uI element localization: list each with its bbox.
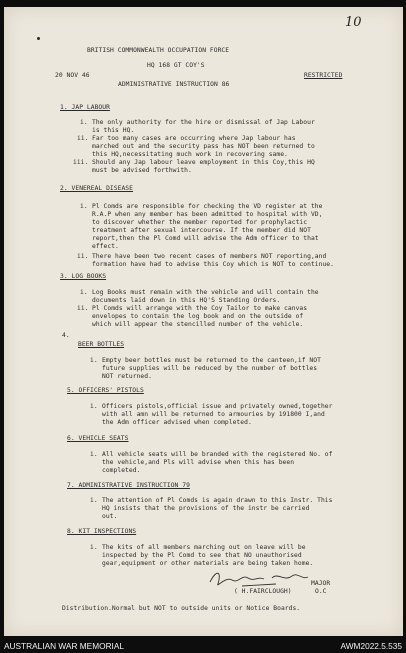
item-text: Far too many cases are occurring where Jap labour has	[92, 135, 296, 142]
item-text: HQ insists that the provisions of the instr be carried	[102, 505, 310, 512]
item-text: Should any Jap labour leave employment in this Coy,this HQ	[92, 159, 315, 166]
section-heading: 2. VENEREAL DISEASE	[60, 185, 133, 192]
section-subheading: BEER BOTTLES	[78, 341, 125, 348]
item-text: Pl Comds will arrange with the Coy Tailor to make canvas	[92, 305, 308, 312]
archive-reference: AWM2022.5.535	[340, 641, 402, 651]
item-text: to discover whether the member reported for prophylactic	[92, 219, 308, 226]
item-text: The kits of all members marching out on leave will be	[102, 544, 306, 551]
item-number: i.	[90, 544, 98, 551]
item-text: Log Books must remain with the vehicle and will contain the	[92, 289, 319, 296]
item-text: treatment after sexual intercourse. If the member did NOT	[92, 227, 311, 234]
header-formation: BRITISH COMMONWEALTH OCCUPATION FORCE	[87, 47, 230, 54]
item-text: report,then the Pl Comd will advise the Adm officer to that	[92, 235, 319, 242]
signature-rank: MAJOR	[311, 580, 331, 587]
section-heading: 8. KIT INSPECTIONS	[67, 528, 137, 535]
signature-name: ( H.FAIRCLOUGH)	[234, 588, 292, 595]
section-heading: 1. JAP LABOUR	[60, 104, 110, 111]
item-number: i.	[90, 357, 98, 364]
item-text: marched out and the security pass has NOT been returned to	[92, 143, 315, 150]
item-text: the vehicle,and Pls will advise when this has been	[102, 459, 295, 466]
document-page	[4, 7, 403, 636]
item-text: All vehicle seats will be branded with the registered No. of	[102, 451, 333, 458]
signature-role: O.C	[315, 588, 327, 595]
distribution-note: Distribution.Normal but NOT to outside units or Notice Boards.	[62, 605, 301, 612]
section-heading: 7. ADMINISTRATIVE INSTRUCTION 79	[67, 482, 190, 489]
item-number: i.	[80, 203, 88, 210]
item-number: i.	[90, 497, 98, 504]
header-hq: HQ 168 GT COY'S	[147, 62, 205, 69]
item-text: is this HQ.	[92, 127, 135, 134]
item-number: i.	[80, 289, 88, 296]
item-text: must be advised forthwith.	[92, 167, 192, 174]
header-date: 20 NOV 46	[55, 72, 90, 79]
item-text: with all amn will be returned to armouries by 191800 I,and	[102, 411, 325, 418]
item-text: The only authority for the hire or dismissal of Jap Labour	[92, 119, 315, 126]
item-text: the Adm officer advised when completed.	[102, 419, 252, 426]
item-text: envelopes to contain the log book and on the outside of	[92, 313, 304, 320]
item-number: ii.	[77, 135, 89, 142]
item-text: The attention of Pl Comds is again drawn to this Instr. This	[102, 497, 333, 504]
item-text: completed.	[102, 467, 141, 474]
item-text: R.A.P when any member has been admitted to hospital with VD,	[92, 211, 323, 218]
item-text: out.	[102, 513, 118, 520]
item-text: formation have had to advise this Coy which is NOT to continue.	[92, 261, 334, 268]
item-text: inspected by the Pl Comd to see that NO unauthorised	[102, 552, 302, 559]
item-text: documents laid down in this HQ'S Standing Orders.	[92, 297, 281, 304]
item-text: effect.	[92, 243, 119, 250]
section-heading: 3. LOG BOOKS	[60, 273, 107, 280]
item-number: i.	[90, 403, 98, 410]
item-number: ii.	[77, 305, 89, 312]
header-admin-instruction: ADMINISTRATIVE INSTRUCTION 86	[118, 81, 230, 88]
item-text: Officers pistols,official issue and privately owned,together	[102, 403, 333, 410]
item-text: which will appear the stencilled number of the vehicle.	[92, 321, 304, 328]
item-text: future supplies will be reduced by the number of bottles	[102, 365, 318, 372]
header-classification: RESTRICTED	[304, 72, 343, 79]
item-text: Empty beer bottles must be returned to the canteen,if NOT	[102, 357, 321, 364]
section-heading: 6. VEHICLE SEATS	[67, 435, 129, 442]
item-number: iii.	[73, 159, 89, 166]
item-text: Pl Comds are responsible for checking the VD register at the	[92, 203, 323, 210]
item-text: There have been two recent cases of members NOT reporting,and	[92, 253, 327, 260]
archive-name: AUSTRALIAN WAR MEMORIAL	[4, 641, 125, 651]
item-text: NOT returned.	[102, 373, 152, 380]
section-heading: 5. OFFICERS' PISTOLS	[67, 387, 144, 394]
handwritten-folio-mark: 10	[345, 15, 362, 30]
item-number: ii.	[77, 253, 89, 260]
item-text: this HQ,necessitating much work in recovering same.	[92, 151, 288, 158]
item-number: i.	[90, 451, 98, 458]
item-text: gear,equipment or other materials are being taken home.	[102, 560, 314, 567]
section-heading: 4.	[62, 332, 70, 339]
punch-hole	[37, 37, 40, 40]
item-number: i.	[80, 119, 88, 126]
